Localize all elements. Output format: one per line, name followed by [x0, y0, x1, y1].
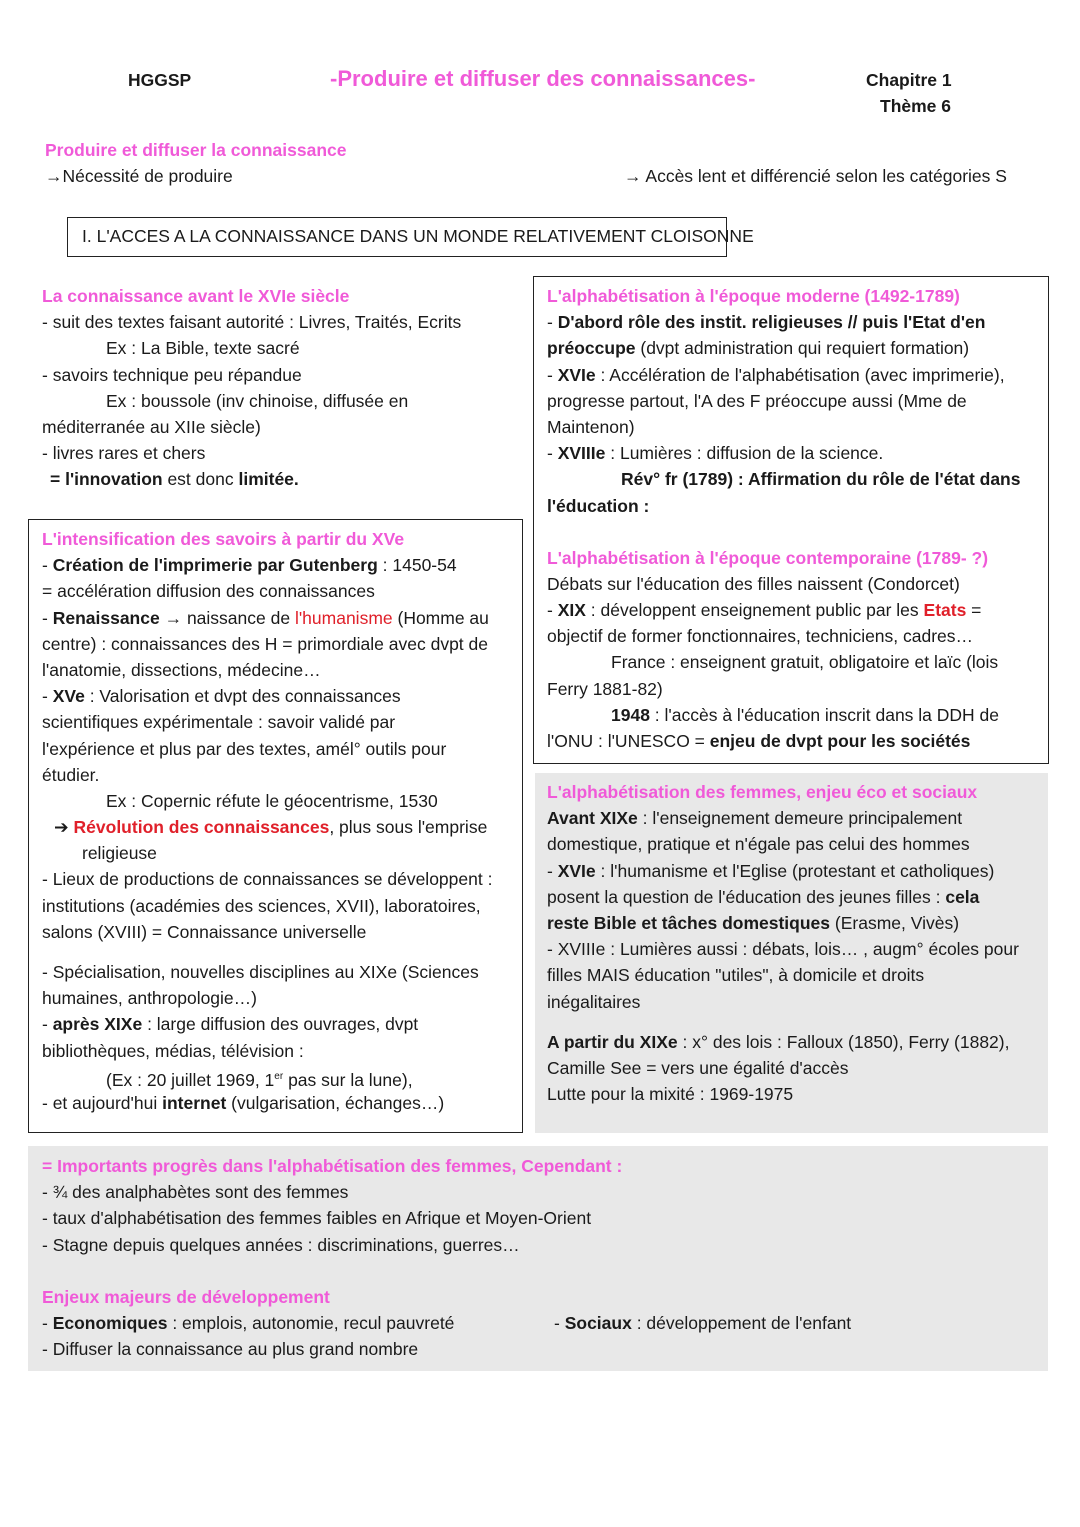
bottom-heading: = Importants progrès dans l'alphabétisation des femmes, Cependant : [42, 1156, 623, 1176]
text-line: Maintenon) [547, 416, 635, 437]
development-heading: Enjeux majeurs de développement [42, 1286, 330, 1307]
text-line: religieuse [82, 843, 157, 864]
text-line: méditerranée au XIIe siècle) [42, 416, 261, 437]
text-line: - XVIIIe : Lumières aussi : débats, lois… , augm° écoles pour [547, 939, 1019, 960]
text-line: - suit des textes faisant autorité : Livres, Traités, Ecrits [42, 312, 462, 333]
intro-left: →Nécessité de produire [45, 166, 233, 186]
text-line: - savoirs technique peu répandue [42, 364, 302, 385]
intro-right: → Accès lent et différencié selon les catégories S [624, 166, 1007, 186]
text-line: Camille See = vers une égalité d'accès [547, 1057, 849, 1078]
chapter-label: Chapitre 1 [866, 70, 952, 90]
text-line: ➔ Révolution des connaissances, plus sous l'emprise [54, 817, 488, 838]
women-block [547, 779, 1042, 1107]
text-line: Avant XIXe : l'enseignement demeure principalement [547, 808, 963, 829]
text-line: = l'innovation est donc limitée. [50, 469, 299, 490]
bottom-block [42, 1153, 1032, 1362]
text-line: l'expérience et plus par des textes, amél° outils pour [42, 738, 447, 759]
text-line: - XVIIIe : Lumières : diffusion de la science. [547, 443, 884, 464]
text-line: - Création de l'imprimerie par Gutenberg : 1450-54 [42, 555, 457, 576]
text-line: - XVIe : Accélération de l'alphabétisation (avec imprimerie), [547, 364, 1005, 385]
text-line: Ex : La Bible, texte sacré [106, 338, 300, 359]
text-line: institutions (académies des sciences, XVII), laboratoires, [42, 895, 481, 916]
text-line: humaines, anthropologie…) [42, 988, 257, 1009]
text-line: - Stagne depuis quelques années : discriminations, guerres… [42, 1234, 520, 1255]
text-line: - et aujourd'hui internet (vulgarisation, échanges…) [42, 1092, 445, 1113]
text-line: Débats sur l'éducation des filles naissent (Condorcet) [547, 573, 960, 594]
text-line: - XVIe : l'humanisme et l'Eglise (protestant et catholiques) [547, 860, 995, 881]
text-line: France : enseignent gratuit, obligatoire et laïc (lois [611, 652, 999, 673]
contemp-heading: L'alphabétisation à l'époque contemporaine (1789- ?) [547, 547, 989, 568]
text-line: Ex : boussole (inv chinoise, diffusée en [106, 390, 409, 411]
women-heading: L'alphabétisation des femmes, enjeu éco et sociaux [547, 782, 978, 802]
text-line: - après XIXe : large diffusion des ouvrages, dvpt [42, 1014, 419, 1035]
text-line: posent la question de l'éducation des jeunes filles : cela [547, 886, 980, 907]
text-line: - XIX : développent enseignement public par les Etats = [547, 600, 982, 621]
text-line: - Lieux de productions de connaissances se développent : [42, 869, 493, 890]
text-line: inégalitaires [547, 991, 641, 1012]
section-title-box [67, 217, 754, 257]
text-line: l'anatomie, dissections, médecine… [42, 659, 321, 680]
text-line: filles MAIS éducation "utiles", à domicile et droits [547, 965, 925, 986]
text-line: Lutte pour la mixité : 1969-1975 [547, 1084, 794, 1105]
page-title: -Produire et diffuser des connaissances- [330, 66, 756, 91]
text-line: - Diffuser la connaissance au plus grand nombre [42, 1339, 419, 1360]
text-line: A partir du XIXe : x° des lois : Falloux (1850), Ferry (1882), [547, 1031, 1010, 1052]
text-line: - XVe : Valorisation et dvpt des connaissances [42, 686, 401, 707]
text-line: Ferry 1881-82) [547, 678, 663, 699]
text-line: - Economiques : emplois, autonomie, recul pauvreté - Sociaux : développement de l'enfant [42, 1312, 852, 1333]
text-line: - ¾ des analphabètes sont des femmes [42, 1182, 349, 1203]
intro-heading: Produire et diffuser la connaissance [45, 140, 347, 160]
text-line: l'éducation : [547, 495, 650, 516]
subject-label: HGGSP [128, 70, 192, 90]
modern-block [547, 283, 1042, 754]
text-line: = accélération diffusion des connaissances [42, 581, 375, 602]
text-line: Rév° fr (1789) : Affirmation du rôle de l'état dans [621, 469, 1021, 490]
text-line: objectif de former fonctionnaires, techniciens, cadres… [547, 626, 974, 647]
text-line: bibliothèques, médias, télévision : [42, 1040, 304, 1061]
intensification-block [42, 526, 517, 1116]
before16-heading: La connaissance avant le XVIe siècle [42, 286, 350, 306]
section-title: I. L'ACCES A LA CONNAISSANCE DANS UN MONDE RELATIVEMENT CLOISONNE [82, 226, 754, 246]
text-line: - Spécialisation, nouvelles disciplines au XIXe (Sciences [42, 962, 479, 982]
text-line: étudier. [42, 764, 100, 785]
text-line: centre) : connaissances des H = primordiale avec dvpt de [42, 633, 488, 654]
text-line: l'ONU : l'UNESCO = enjeu de dvpt pour les sociétés [547, 731, 971, 751]
text-line: domestique, pratique et n'égale pas celui des hommes [547, 834, 970, 855]
text-line: - livres rares et chers [42, 443, 206, 464]
text-line: progresse partout, l'A des F préoccupe aussi (Mme de [547, 390, 967, 411]
theme-label: Thème 6 [880, 96, 951, 116]
text-line: - Renaissance → naissance de l'humanisme (Homme au [42, 607, 489, 628]
modern-heading: L'alphabétisation à l'époque moderne (1492-1789) [547, 286, 960, 306]
text-line: Ex : Copernic réfute le géocentrisme, 1530 [106, 790, 438, 811]
intens-heading: L'intensification des savoirs à partir du XVe [42, 529, 405, 549]
text-line: 1948 : l'accès à l'éducation inscrit dans la DDH de [611, 704, 1000, 725]
text-line: - taux d'alphabétisation des femmes faibles en Afrique et Moyen-Orient [42, 1208, 592, 1229]
text-line: - D'abord rôle des instit. religieuses // puis l'Etat d'en [547, 312, 986, 333]
text-line: salons (XVIII) = Connaissance universelle [42, 921, 367, 942]
before16-block [42, 283, 512, 493]
text-line: préoccupe (dvpt administration qui requiert formation) [547, 338, 970, 359]
text-line: reste Bible et tâches domestiques (Erasme, Vivès) [547, 912, 960, 933]
text-line: scientifiques expérimentale : savoir validé par [42, 712, 396, 733]
text-line: (Ex : 20 juillet 1969, 1er pas sur la lune), [106, 1069, 413, 1090]
